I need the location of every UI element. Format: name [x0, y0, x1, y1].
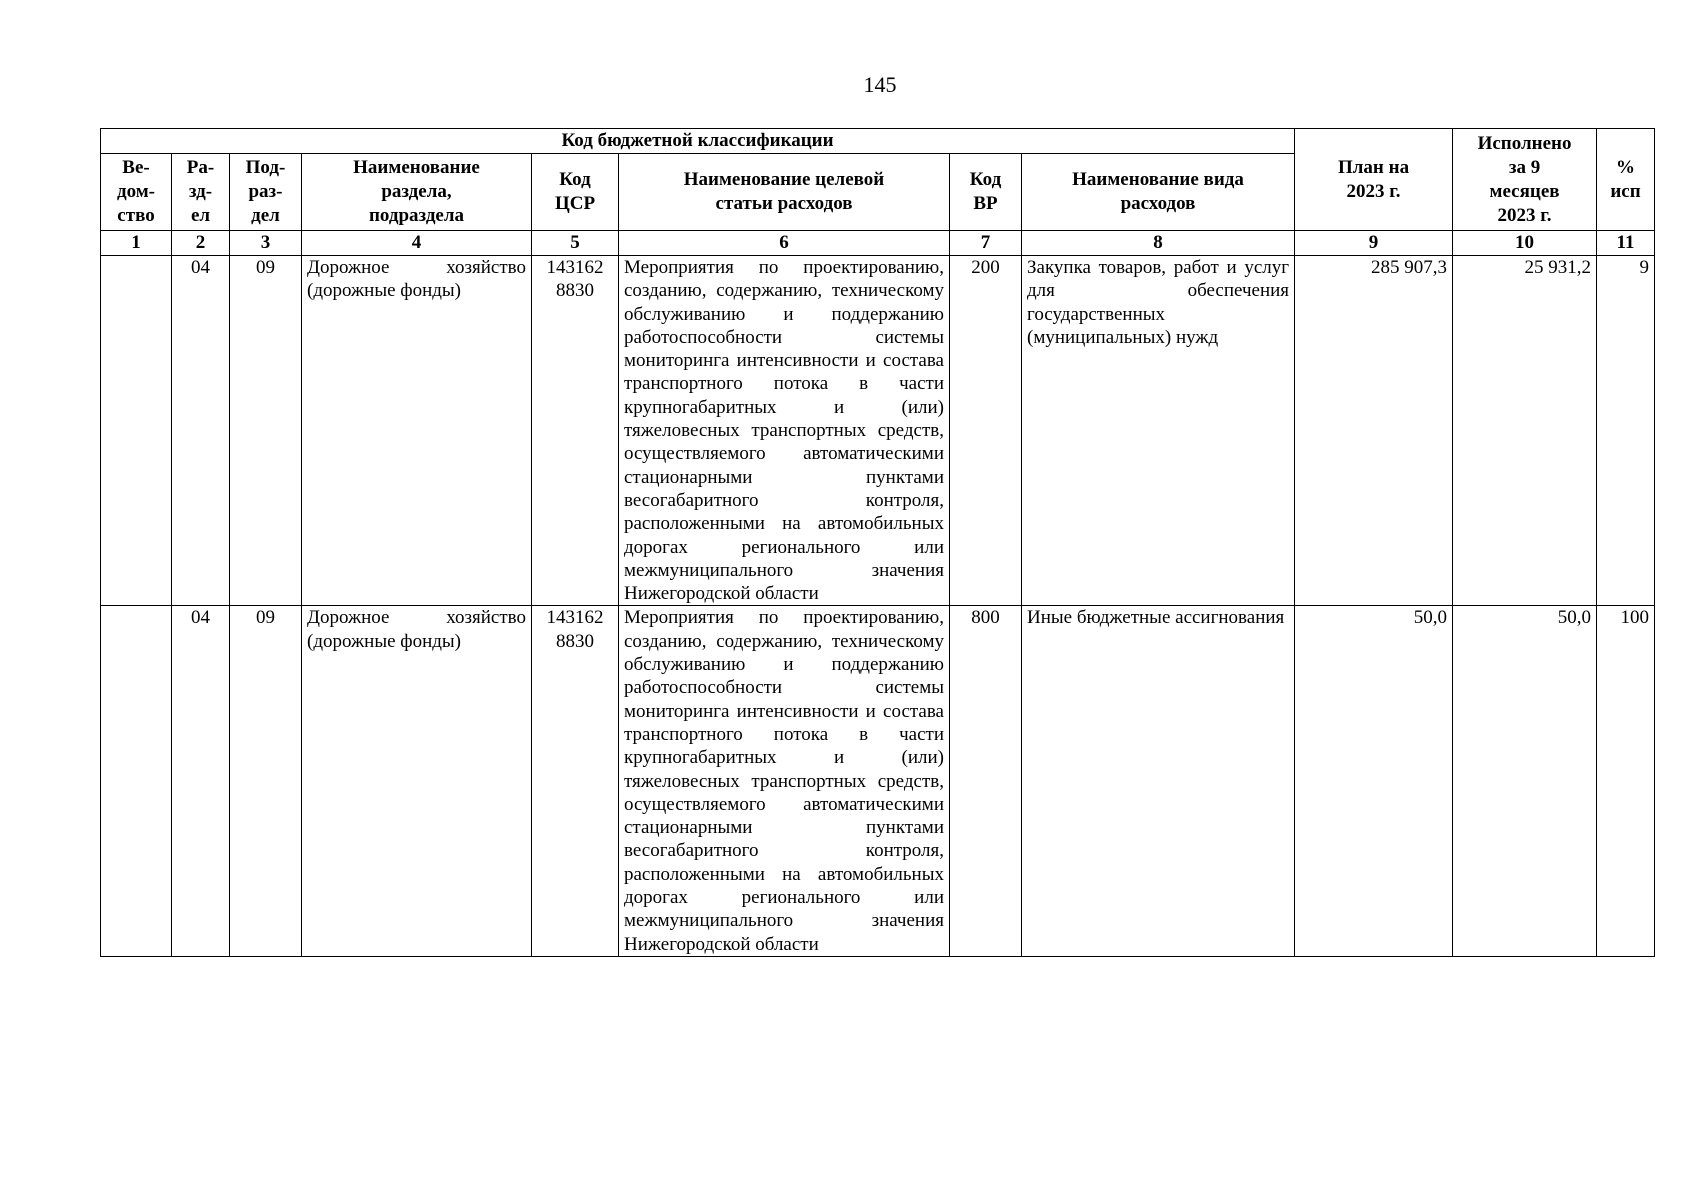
- column-numbers-row: [101, 231, 1655, 256]
- budget-table: [100, 128, 1655, 957]
- header-percent: % исп: [1597, 129, 1655, 231]
- cell-razdel: 04: [172, 606, 230, 956]
- cell-ispolneno: 50,0: [1453, 606, 1597, 956]
- column-number: 11: [1597, 231, 1655, 256]
- cell-ispolneno: 25 931,2: [1453, 256, 1597, 606]
- header-naim-celevoy: Наименование целевой статьи расходов: [619, 154, 950, 231]
- cell-naim-vida: Иные бюджетные ассигнования: [1022, 606, 1295, 956]
- cell-naim-celevoy: Мероприятия по проектированию, созданию, содержанию, техническому обслуживанию и поддержанию работоспособности системы мониторинга интенсивности и состава транспортного потока в части крупногабаритных и (или) тяжеловесных транспортных средств, осуществляемого автоматическими стационарными пунктами весогабаритного контроля, расположенными на автомобильных дорогах регионального или межмуниципального значения Нижегородской области: [619, 606, 950, 956]
- cell-kod-csr: 143162 8830: [532, 606, 619, 956]
- table-row: [101, 606, 1655, 956]
- header-naim-vida: Наименование вида расходов: [1022, 154, 1295, 231]
- cell-vedomstvo: [101, 256, 172, 606]
- header-razdel: Ра- зд- ел: [172, 154, 230, 231]
- cell-naim-razdela: Дорожное хозяйство (дорожные фонды): [302, 606, 532, 956]
- column-number: 4: [302, 231, 532, 256]
- cell-percent: 100: [1597, 606, 1655, 956]
- cell-naim-vida: Закупка товаров, работ и услуг для обеспечения государственных (муниципальных) нужд: [1022, 256, 1295, 606]
- header-naim-razdela: Наименование раздела, подраздела: [302, 154, 532, 231]
- cell-kod-vr: 800: [950, 606, 1022, 956]
- column-number: 2: [172, 231, 230, 256]
- column-number: 10: [1453, 231, 1597, 256]
- column-number: 3: [230, 231, 302, 256]
- table-row: [101, 256, 1655, 606]
- budget-classification-header: Код бюджетной классификации: [101, 129, 1295, 154]
- header-ispolneno: Исполнено за 9 месяцев 2023 г.: [1453, 129, 1597, 231]
- cell-plan: 285 907,3: [1295, 256, 1453, 606]
- header-plan: План на 2023 г.: [1295, 129, 1453, 231]
- column-number: 1: [101, 231, 172, 256]
- cell-percent: 9: [1597, 256, 1655, 606]
- cell-plan: 50,0: [1295, 606, 1453, 956]
- header-vedomstvo: Ве- дом- ство: [101, 154, 172, 231]
- column-number: 5: [532, 231, 619, 256]
- column-number: 6: [619, 231, 950, 256]
- header-podrazdel: Под- раз- дел: [230, 154, 302, 231]
- cell-razdel: 04: [172, 256, 230, 606]
- column-number: 7: [950, 231, 1022, 256]
- column-number: 8: [1022, 231, 1295, 256]
- cell-kod-csr: 143162 8830: [532, 256, 619, 606]
- header-kod-vr: Код ВР: [950, 154, 1022, 231]
- cell-podrazdel: 09: [230, 256, 302, 606]
- column-number: 9: [1295, 231, 1453, 256]
- cell-vedomstvo: [101, 606, 172, 956]
- cell-podrazdel: 09: [230, 606, 302, 956]
- cell-naim-celevoy: Мероприятия по проектированию, созданию, содержанию, техническому обслуживанию и поддержанию работоспособности системы мониторинга интенсивности и состава транспортного потока в части крупногабаритных и (или) тяжеловесных транспортных средств, осуществляемого автоматическими стационарными пунктами весогабаритного контроля, расположенными на автомобильных дорогах регионального или межмуниципального значения Нижегородской области: [619, 256, 950, 606]
- cell-kod-vr: 200: [950, 256, 1022, 606]
- header-kod-csr: Код ЦСР: [532, 154, 619, 231]
- cell-naim-razdela: Дорожное хозяйство (дорожные фонды): [302, 256, 532, 606]
- page-number: 145: [863, 72, 897, 97]
